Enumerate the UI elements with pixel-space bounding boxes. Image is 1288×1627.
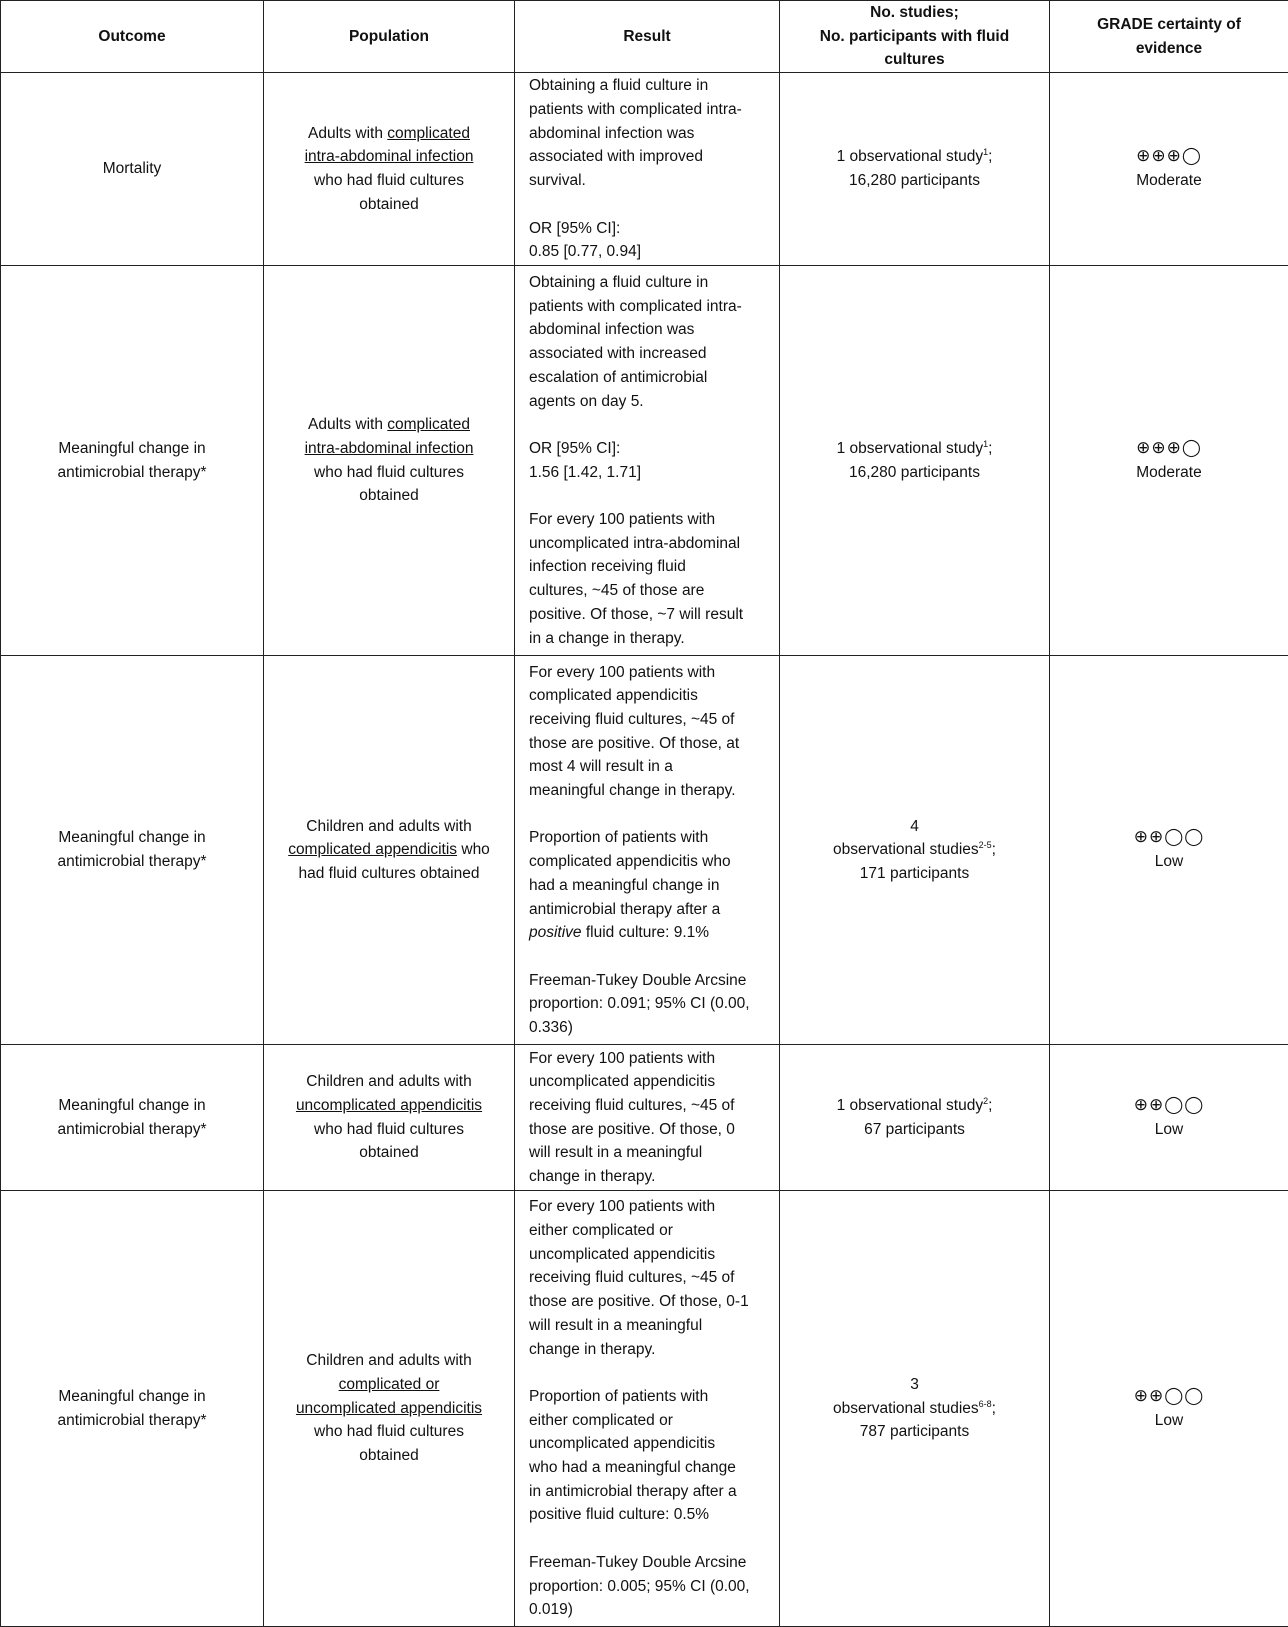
population-text: Adults with	[308, 416, 387, 433]
result-line: For every 100 patients with	[529, 661, 771, 685]
header-grade	[1050, 1, 1288, 73]
result-spacer	[529, 803, 771, 827]
result-line: Freeman-Tukey Double Arcsine	[529, 969, 771, 993]
grade-cell	[1050, 656, 1288, 1045]
population-cell	[264, 656, 515, 1045]
outcome-cell	[1, 1191, 264, 1627]
result-line: 0.019)	[529, 1598, 771, 1622]
studies-cell	[780, 266, 1050, 656]
table-row	[1, 1191, 1288, 1627]
outcome-text: Mortality	[1, 157, 263, 181]
result-line: those are positive. Of those, 0-1	[529, 1290, 771, 1314]
population-text: who had fluid cultures	[314, 1423, 464, 1440]
outcome-text: Meaningful change in	[1, 1094, 263, 1118]
studies-cell	[780, 1191, 1050, 1627]
population-line	[264, 169, 514, 193]
population-line	[264, 461, 514, 485]
result-emphasis: positive	[529, 924, 582, 941]
result-cell	[515, 656, 780, 1045]
study-reference: 1	[983, 147, 988, 157]
result-line: cultures, ~45 of those are	[529, 579, 771, 603]
population-cell	[264, 73, 515, 266]
study-separator: ;	[988, 148, 992, 165]
outcome-text: antimicrobial therapy*	[1, 461, 263, 485]
result-line: proportion: 0.091; 95% CI (0.00,	[529, 992, 771, 1016]
result-line: those are positive. Of those, 0	[529, 1118, 771, 1142]
population-condition: complicated or	[339, 1376, 440, 1393]
population-line	[264, 413, 514, 437]
grade-cell	[1050, 1191, 1288, 1627]
result-line: Proportion of patients with	[529, 826, 771, 850]
result-line: most 4 will result in a	[529, 755, 771, 779]
participants-count: 67 participants	[780, 1118, 1049, 1142]
population-cell	[264, 266, 515, 656]
grade-label: Low	[1050, 1409, 1288, 1433]
population-condition: complicated	[387, 125, 470, 142]
grade-cell	[1050, 1045, 1288, 1191]
population-cell	[264, 1045, 515, 1191]
study-reference: 1	[983, 439, 988, 449]
grade-label: Low	[1050, 850, 1288, 874]
study-count: 4	[780, 815, 1049, 839]
population-text: who had fluid cultures	[314, 1121, 464, 1138]
population-line	[264, 145, 514, 169]
population-condition: intra-abdominal infection	[305, 440, 474, 457]
population-line	[264, 484, 514, 508]
outcome-cell	[1, 656, 264, 1045]
result-line: infection receiving fluid	[529, 555, 771, 579]
studies-cell	[780, 73, 1050, 266]
population-line	[264, 1373, 514, 1397]
population-cell	[264, 1191, 515, 1627]
study-separator: ;	[988, 1097, 992, 1114]
header-grade-line: evidence	[1058, 37, 1280, 61]
result-line: Proportion of patients with	[529, 1385, 771, 1409]
result-line: escalation of antimicrobial	[529, 366, 771, 390]
grade-label: Moderate	[1050, 461, 1288, 485]
study-type-text: 1 observational study	[837, 440, 983, 457]
result-line: uncomplicated appendicitis	[529, 1243, 771, 1267]
result-line: associated with improved	[529, 145, 771, 169]
result-line: associated with increased	[529, 342, 771, 366]
result-line: in a change in therapy.	[529, 627, 771, 651]
grade-cell	[1050, 266, 1288, 656]
header-row	[1, 1, 1288, 73]
population-text: obtained	[359, 1144, 418, 1161]
result-spacer	[529, 484, 771, 508]
result-line: either complicated or	[529, 1409, 771, 1433]
population-text: Children and adults with	[306, 818, 471, 835]
outcome-text: Meaningful change in	[1, 1385, 263, 1409]
result-line: meaningful change in therapy.	[529, 779, 771, 803]
population-line	[264, 838, 514, 862]
population-text: obtained	[359, 1447, 418, 1464]
population-text: obtained	[359, 487, 418, 504]
population-text: who had fluid cultures	[314, 464, 464, 481]
study-type	[780, 1094, 1049, 1118]
outcome-text: antimicrobial therapy*	[1, 850, 263, 874]
population-condition: intra-abdominal infection	[305, 148, 474, 165]
result-line: positive. Of those, ~7 will result	[529, 603, 771, 627]
result-line: patients with complicated intra-	[529, 295, 771, 319]
outcome-cell	[1, 266, 264, 656]
study-reference: 2-5	[979, 840, 992, 850]
grade-label: Low	[1050, 1118, 1288, 1142]
population-text: obtained	[359, 196, 418, 213]
outcome-text: antimicrobial therapy*	[1, 1118, 263, 1142]
population-line	[264, 815, 514, 839]
grade-cell	[1050, 73, 1288, 266]
header-result: Result	[515, 1, 780, 73]
table-row	[1, 1045, 1288, 1191]
result-line: abdominal infection was	[529, 318, 771, 342]
population-line	[264, 122, 514, 146]
result-line: who had a meaningful change	[529, 1456, 771, 1480]
result-line: those are positive. Of those, at	[529, 732, 771, 756]
study-type-text: observational studies	[833, 1400, 979, 1417]
result-line: complicated appendicitis	[529, 684, 771, 708]
result-line: change in therapy.	[529, 1165, 771, 1189]
population-text: who had fluid cultures	[314, 172, 464, 189]
study-type-text: 1 observational study	[837, 148, 983, 165]
outcome-cell	[1, 1045, 264, 1191]
study-type	[780, 1397, 1049, 1421]
population-line	[264, 1420, 514, 1444]
result-line: receiving fluid cultures, ~45 of	[529, 1266, 771, 1290]
result-spacer	[529, 1527, 771, 1551]
result-line: Obtaining a fluid culture in	[529, 271, 771, 295]
population-line	[264, 193, 514, 217]
header-studies-line: cultures	[788, 48, 1041, 72]
population-text: who	[457, 841, 490, 858]
study-type	[780, 838, 1049, 862]
studies-cell	[780, 1045, 1050, 1191]
result-spacer	[529, 193, 771, 217]
study-reference: 6-8	[979, 1399, 992, 1409]
population-line	[264, 1118, 514, 1142]
population-condition: complicated appendicitis	[288, 841, 457, 858]
result-line: proportion: 0.005; 95% CI (0.00,	[529, 1575, 771, 1599]
result-cell	[515, 1045, 780, 1191]
result-cell	[515, 266, 780, 656]
study-count: 3	[780, 1373, 1049, 1397]
population-line	[264, 1094, 514, 1118]
result-line: either complicated or	[529, 1219, 771, 1243]
population-condition: uncomplicated appendicitis	[296, 1400, 482, 1417]
table-body	[1, 73, 1288, 1627]
study-separator: ;	[992, 1400, 996, 1417]
result-cell	[515, 1191, 780, 1627]
result-spacer	[529, 945, 771, 969]
population-line	[264, 1397, 514, 1421]
result-line: agents on day 5.	[529, 390, 771, 414]
result-line: OR [95% CI]:	[529, 437, 771, 461]
population-text: Adults with	[308, 125, 387, 142]
result-line: in antimicrobial therapy after a	[529, 1480, 771, 1504]
result-line: survival.	[529, 169, 771, 193]
grade-symbols-icon: ⊕⊕◯◯	[1050, 1385, 1288, 1409]
participants-count: 16,280 participants	[780, 169, 1049, 193]
result-line: For every 100 patients with	[529, 508, 771, 532]
population-condition: uncomplicated appendicitis	[296, 1097, 482, 1114]
result-line: uncomplicated appendicitis	[529, 1070, 771, 1094]
outcome-text: Meaningful change in	[1, 826, 263, 850]
study-separator: ;	[988, 440, 992, 457]
result-line: receiving fluid cultures, ~45 of	[529, 1094, 771, 1118]
population-line	[264, 1444, 514, 1468]
result-line: 1.56 [1.42, 1.71]	[529, 461, 771, 485]
participants-count: 16,280 participants	[780, 461, 1049, 485]
result-line: Freeman-Tukey Double Arcsine	[529, 1551, 771, 1575]
result-line: uncomplicated intra-abdominal	[529, 532, 771, 556]
grade-symbols-icon: ⊕⊕⊕◯	[1050, 145, 1288, 169]
population-line	[264, 437, 514, 461]
population-line	[264, 862, 514, 886]
population-condition: complicated	[387, 416, 470, 433]
result-line	[529, 921, 771, 945]
study-separator: ;	[992, 841, 996, 858]
outcome-text: Meaningful change in	[1, 437, 263, 461]
study-type-text: 1 observational study	[837, 1097, 983, 1114]
result-line: OR [95% CI]:	[529, 217, 771, 241]
result-line: For every 100 patients with	[529, 1195, 771, 1219]
result-line: had a meaningful change in	[529, 874, 771, 898]
population-text: Children and adults with	[306, 1352, 471, 1369]
participants-count: 171 participants	[780, 862, 1049, 886]
result-line: abdominal infection was	[529, 122, 771, 146]
participants-count: 787 participants	[780, 1420, 1049, 1444]
study-type	[780, 145, 1049, 169]
result-spacer	[529, 1361, 771, 1385]
result-line: will result in a meaningful	[529, 1141, 771, 1165]
result-spacer	[529, 413, 771, 437]
result-line: antimicrobial therapy after a	[529, 898, 771, 922]
grade-symbols-icon: ⊕⊕◯◯	[1050, 1094, 1288, 1118]
result-line: Obtaining a fluid culture in	[529, 74, 771, 98]
result-line: will result in a meaningful	[529, 1314, 771, 1338]
outcome-cell	[1, 73, 264, 266]
study-type	[780, 437, 1049, 461]
population-text: Children and adults with	[306, 1073, 471, 1090]
population-text: had fluid cultures obtained	[299, 865, 480, 882]
grade-symbols-icon: ⊕⊕◯◯	[1050, 826, 1288, 850]
result-text: fluid culture: 9.1%	[582, 924, 710, 941]
population-line	[264, 1141, 514, 1165]
population-line	[264, 1349, 514, 1373]
result-line: receiving fluid cultures, ~45 of	[529, 708, 771, 732]
table-row	[1, 73, 1288, 266]
study-type-text: observational studies	[833, 841, 979, 858]
table-row	[1, 656, 1288, 1045]
outcome-text: antimicrobial therapy*	[1, 1409, 263, 1433]
result-line: 0.336)	[529, 1016, 771, 1040]
header-studies-line: No. participants with fluid	[788, 25, 1041, 49]
header-studies	[780, 1, 1050, 73]
header-outcome: Outcome	[1, 1, 264, 73]
study-reference: 2	[983, 1096, 988, 1106]
result-line: patients with complicated intra-	[529, 98, 771, 122]
result-line: For every 100 patients with	[529, 1047, 771, 1071]
studies-cell	[780, 656, 1050, 1045]
result-line: complicated appendicitis who	[529, 850, 771, 874]
grade-symbols-icon: ⊕⊕⊕◯	[1050, 437, 1288, 461]
table-row	[1, 266, 1288, 656]
result-line: change in therapy.	[529, 1338, 771, 1362]
result-line: positive fluid culture: 0.5%	[529, 1503, 771, 1527]
population-line	[264, 1070, 514, 1094]
result-line: 0.85 [0.77, 0.94]	[529, 240, 771, 264]
header-grade-line: GRADE certainty of	[1058, 13, 1280, 37]
header-studies-line: No. studies;	[788, 1, 1041, 25]
header-population: Population	[264, 1, 515, 73]
result-line: uncomplicated appendicitis	[529, 1432, 771, 1456]
grade-label: Moderate	[1050, 169, 1288, 193]
result-cell	[515, 73, 780, 266]
